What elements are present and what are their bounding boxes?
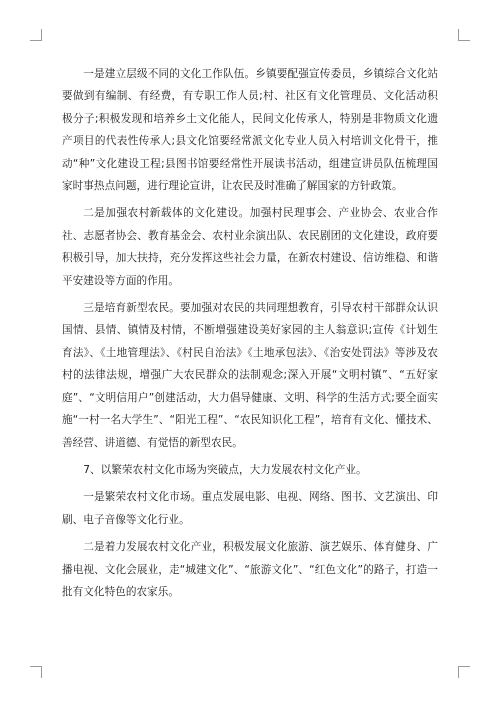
document-body	[62, 63, 438, 608]
paragraph-cultural-industry: 二是着力发展农村文化产业，积极发展文化旅游、演艺娱乐、体育健身、广播电视、文化会展业，走“城建文化”、“旅游文化”、“红色文化”的路子，打造一批有文化特色的农家乐。	[62, 541, 438, 598]
crop-mark-top-left-vertical	[41, 29, 42, 41]
crop-mark-top-right-horizontal	[458, 40, 470, 41]
paragraph-new-carriers: 二是加强农村新载体的文化建设。加强村民理事会、产业协会、农业合作社、志愿者协会、教育基金会、农村业余演出队、农民剧团的文化建设，政府要积极引导，加大扶持，充分发挥这些社会力量，在新农村建设、信访维稳、和谐平安建设等方面的作用。	[62, 207, 438, 287]
paragraph-new-farmers: 三是培育新型农民。要加强对农民的共同理想教育，引导农村干部群众认识国情、县情、镇情及村情，不断增强建设美好家园的主人翁意识;宣传《计划生育法》、《土地管理法》、《村民自治法》《土地承包法》、《治安处罚法》等涉及农村的法律法规，增强广大农民群众的法制观念;深入开展“文明村镇”、“五好家庭”、“文明信用户”创建活动，大力倡导健康、文明、科学的生活方式;要全面实施“一村一名大学生”、“阳光工程”、“农民知识化工程”，培育有文化、懂技术、善经营、讲道德、有觉悟的新型农民。	[62, 302, 438, 449]
paragraph-cultural-market: 一是繁荣农村文化市场。重点发展电影、电视、网络、图书、文艺演出、印刷、电子音像等文化行业。	[62, 491, 438, 526]
section-heading-cultural-market: 7、以繁荣农村文化市场为突破点，大力发展农村文化产业。	[83, 463, 367, 476]
crop-mark-top-right-vertical	[458, 29, 459, 41]
crop-mark-bottom-left-vertical	[41, 666, 42, 678]
paragraph-cultural-workforce: 一是建立层级不同的文化工作队伍。乡镇要配强宣传委员，乡镇综合文化站要做到有编制、有经费，有专职工作人员;村、社区有文化管理员、文化活动积极分子;积极发现和培养乡土文化能人，民间文化传承人，特别是非物质文化遗产项目的代表性传承人;县文化馆要经常派文化专业人员入村培训文化骨干，推动“种”文化建设工程;县图书馆要经常性开展读书活动，组建宣讲员队伍梳理国家时事热点问题，进行理论宣讲，让农民及时准确了解国家的方针政策。	[62, 68, 438, 193]
crop-mark-bottom-right-vertical	[458, 666, 459, 678]
crop-mark-bottom-right-horizontal	[458, 666, 470, 667]
